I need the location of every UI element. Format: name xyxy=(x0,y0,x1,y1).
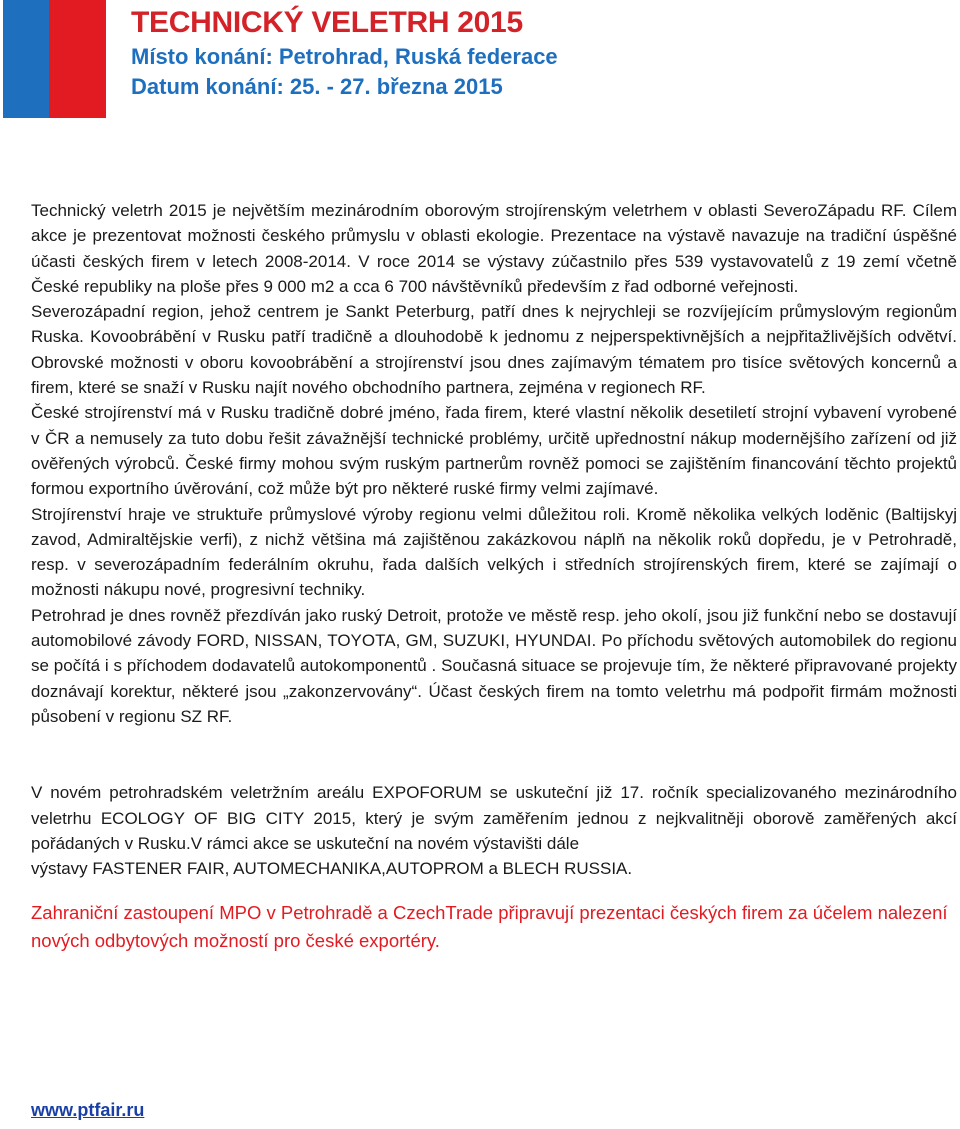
paragraph-exhibitions: výstavy FASTENER FAIR, AUTOMECHANIKA,AUTOPROM a BLECH RUSSIA. xyxy=(31,859,633,879)
highlight-note: Zahraniční zastoupení MPO v Petrohradě a CzechTrade připravují prezentaci českých firem za účelem nalezení nových odbytových možností pro české exportéry. xyxy=(31,902,948,952)
website-link[interactable]: www.ptfair.ru xyxy=(31,1100,145,1120)
header xyxy=(131,4,558,102)
paragraph-expoforum: V novém petrohradském veletržním areálu EXPOFORUM se uskuteční již 17. ročník specializovaného mezinárodního veletrhu ECOLOGY OF BIG CITY 2015, který je svým zaměřením jednou z nejkvalitněji oborově zaměřených akcí pořádaných v Rusku.V rámci akce se uskuteční na novém výstavišti dále xyxy=(31,783,957,853)
logo-graphic xyxy=(3,0,106,118)
logo-red-block xyxy=(49,0,106,118)
paragraph-czech-engineering: České strojírenství má v Rusku tradičně dobré jméno, řada firem, které vlastní několik desetiletí strojní vybavení vyrobené v ČR a nemusely za tuto dobu řešit závažnější technické problémy, určitě upřednostní nákup modernějšího zařízení od již ověřených výrobců. České firmy mohou svým ruským partnerům rovněž pomoci se zajištěním financování těchto projektů formou exportního úvěrování, což může být pro některé ruské firmy velmi zajímavé. xyxy=(31,403,957,499)
paragraph-shipyards: Strojírenství hraje ve struktuře průmyslové výroby regionu velmi důležitou roli. Kromě několika velkých loděnic (Baltijskyj zavod, Admiraltějskie verfi), z nichž většina má zajištěnou zakázkovou náplň na několik roků dopředu, je v Petrohradě, resp. v severozápadním federálním okruhu, řada dalších velkých i středních strojírenských firem, které se zajímají o možnosti nákupu nové, progresivní techniky. xyxy=(31,504,957,600)
page-title: TECHNICKÝ VELETRH 2015 xyxy=(131,6,523,39)
paragraph-detroit: Petrohrad je dnes rovněž přezdíván jako ruský Detroit, protože ve městě resp. jeho okolí, jsou již funkční nebo se dostavují automobilové závody FORD, NISSAN, TOYOTA, GM, SUZUKI, HYUNDAI. Po příchodu světových automobilek do regionu se počítá i s příchodem dodavatelů autokomponentů . Současná situace se projevuje tím, že některé připravované projekty doznávají korektur, některé jsou „zakonzervovány“. Účast českých firem na tomto veletrhu má podpořit firmám možnosti působení v regionu SZ RF. xyxy=(31,605,957,726)
paragraph-region: Severozápadní region, jehož centrem je Sankt Peterburg, patří dnes k nejrychleji se rozvíjejícím průmyslovým regionům Ruska. Kovoobrábění v Rusku patří tradičně a dlouhodobě k jednomu z nejperspektivnějších a nejpřitažlivějších odvětví. Obrovské možnosti v oboru kovoobrábění a strojírenství jsou dnes zajímavým tématem pro tisíce světových koncernů a firem, které se snaží v Rusku najít nového obchodního partnera, zejména v regionech RF. xyxy=(31,302,957,398)
article-body xyxy=(31,198,957,955)
paragraph-intro: Technický veletrh 2015 je největším mezinárodním oborovým strojírenským veletrhem v oblasti SeveroZápadu RF. Cílem akce je prezentovat možnosti českého průmyslu v oblasti ekologie. Prezentace na výstavě navazuje na tradiční úspěšné účasti českých firem v letech 2008-2014. V roce 2014 se výstavy zúčastnilo přes 539 vystavovatelů z 19 zemí včetně České republiky na ploše přes 9 000 m2 a cca 6 700 návštěvníků především z řad odborné veřejnosti. xyxy=(31,201,957,296)
venue-line: Místo konání: Petrohrad, Ruská federace xyxy=(131,44,558,69)
date-line: Datum konání: 25. - 27. března 2015 xyxy=(131,74,503,99)
spacer xyxy=(31,729,957,780)
